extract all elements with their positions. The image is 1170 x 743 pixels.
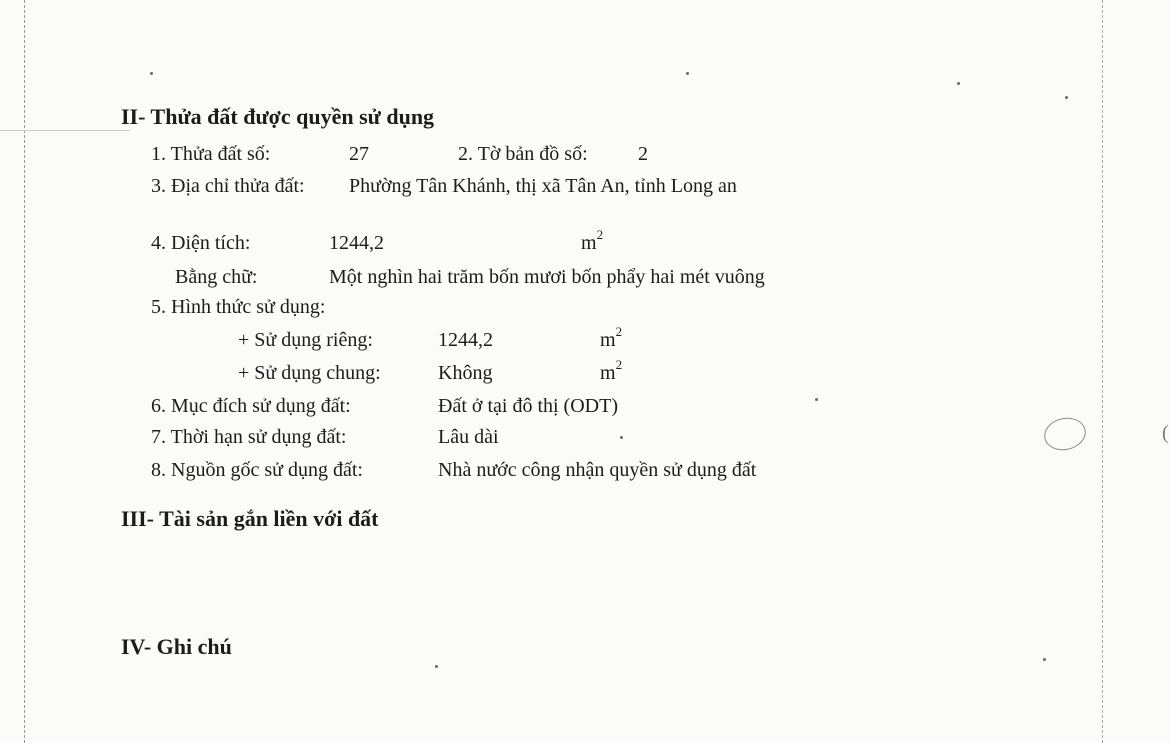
common-use-unit-exponent: 2 — [615, 357, 623, 373]
area-words-label: Bằng chữ: — [175, 266, 258, 288]
use-form-label: 5. Hình thức sử dụng: — [151, 296, 326, 318]
area-words-value: Một nghìn hai trăm bốn mươi bốn phẩy hai mét vuông — [329, 266, 765, 288]
punch-hole-mark — [1041, 414, 1089, 454]
common-use-label: + Sử dụng chung: — [238, 362, 381, 384]
map-sheet-label: 2. Tờ bản đồ số: — [458, 143, 588, 165]
address-value: Phường Tân Khánh, thị xã Tân An, tỉnh Long an — [349, 175, 737, 197]
common-use-unit — [600, 357, 623, 385]
origin-label: 8. Nguồn gốc sử dụng đất: — [151, 459, 363, 481]
map-sheet-value: 2 — [638, 143, 648, 165]
purpose-label: 6. Mục đích sử dụng đất: — [151, 395, 351, 417]
scan-speck — [686, 72, 689, 75]
private-use-label: + Sử dụng riêng: — [238, 329, 373, 351]
left-punch-edge — [24, 0, 25, 743]
section-2-heading: II- Thửa đất được quyền sử dụng — [121, 104, 435, 129]
area-unit-exponent: 2 — [596, 227, 604, 243]
origin-value: Nhà nước công nhận quyền sử dụng đất — [438, 459, 757, 481]
parcel-number-label: 1. Thửa đất số: — [151, 143, 271, 165]
scan-speck — [620, 436, 623, 439]
parcel-number-value: 27 — [349, 143, 369, 165]
scan-speck — [815, 398, 818, 401]
private-use-unit — [600, 324, 623, 352]
term-value: Lâu dài — [438, 426, 499, 448]
private-use-unit-base: m — [600, 329, 616, 351]
private-use-unit-exponent: 2 — [615, 324, 623, 340]
purpose-value: Đất ở tại đô thị (ODT) — [438, 395, 618, 417]
area-value: 1244,2 — [329, 232, 384, 254]
edge-mark: ( — [1162, 422, 1169, 444]
area-unit-base: m — [581, 232, 597, 254]
section-4-heading: IV- Ghi chú — [121, 634, 232, 659]
address-label: 3. Địa chỉ thửa đất: — [151, 175, 305, 197]
scan-speck — [150, 72, 153, 75]
scan-speck — [435, 665, 438, 668]
area-label: 4. Diện tích: — [151, 232, 251, 254]
right-punch-edge — [1102, 0, 1103, 743]
common-use-value: Không — [438, 362, 493, 384]
area-unit — [581, 227, 604, 255]
private-use-value: 1244,2 — [438, 329, 493, 351]
term-label: 7. Thời hạn sử dụng đất: — [151, 426, 347, 448]
section-3-heading: III- Tài sản gắn liền với đất — [121, 506, 379, 531]
scan-rule — [0, 130, 130, 131]
common-use-unit-base: m — [600, 362, 616, 384]
scan-speck — [957, 82, 960, 85]
scan-speck — [1043, 658, 1046, 661]
scan-speck — [1065, 96, 1068, 99]
